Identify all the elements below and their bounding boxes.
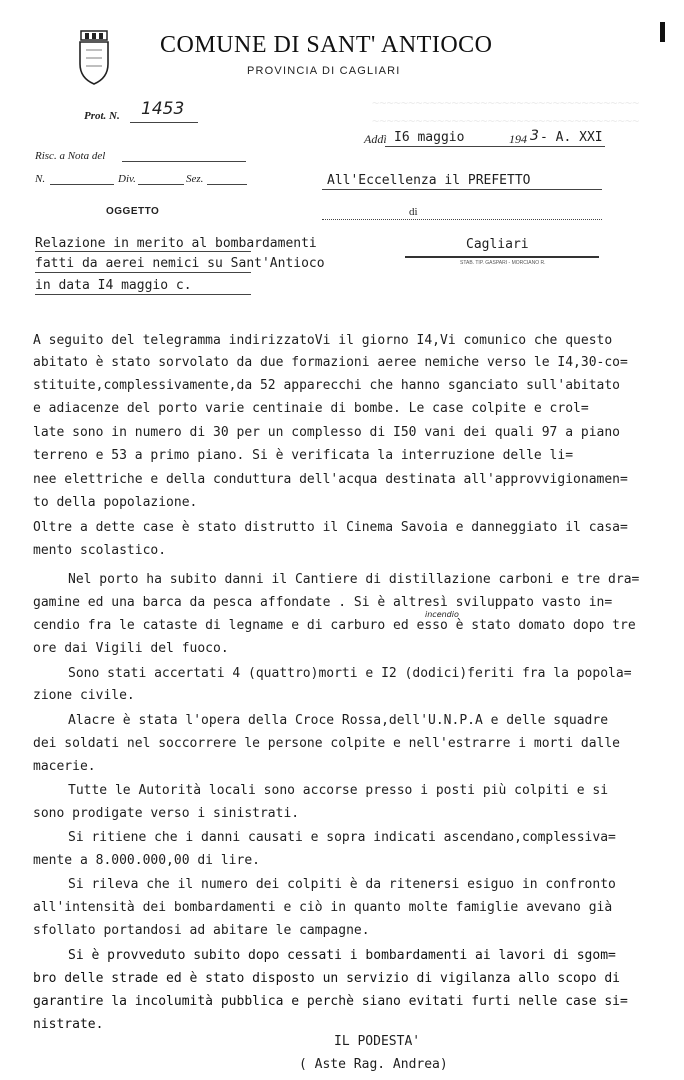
body-line: late sono in numero di 30 per un complesso di I50 vani dei quali 97 a piano xyxy=(33,425,620,440)
body-line: abitato è stato sorvolato da due formazioni aeree nemiche verso le I4,30-co= xyxy=(33,355,628,370)
show-through-text: ~~~~~~~~~~~~~~~~~~~~~~~~~~~~~~~~~~~~~ xyxy=(372,96,640,110)
body-line: nistrate. xyxy=(33,1017,104,1032)
body-line: Tutte le Autorità locali sono accorse presso i posti più colpiti e si xyxy=(68,783,609,798)
body-line: stituite,complessivamente,da 52 apparecchi che hanno sganciato sull'abitato xyxy=(33,378,620,393)
prot-line xyxy=(130,122,198,123)
prot-label: Prot. N. xyxy=(84,110,120,122)
subject-line-1: Relazione in merito al bombardamenti xyxy=(35,236,317,251)
body-line: Nel porto ha subito danni il Cantiere di distillazione carboni e tre dra= xyxy=(68,572,640,587)
oggetto-label: OGGETTO xyxy=(106,206,160,217)
body-line: e adiacenze del porto varie centinaie di bombe. Le case colpite e crol= xyxy=(33,401,589,416)
interlinear-correction: incendio xyxy=(425,610,459,619)
city-underline xyxy=(405,256,599,258)
body-line: macerie. xyxy=(33,759,96,774)
signature-title: IL PODESTA' xyxy=(334,1034,421,1049)
subject-underline-1 xyxy=(35,251,251,252)
sez-label: Sez. xyxy=(186,173,204,185)
body-line: Oltre a dette case è stato distrutto il Cinema Savoia e danneggiato il casa= xyxy=(33,520,628,535)
risc-label: Risc. a Nota del xyxy=(35,150,106,162)
date-prefix: Addì xyxy=(364,132,387,146)
signature-name: ( Aste Rag. Andrea) xyxy=(299,1057,448,1072)
sez-line xyxy=(207,184,247,185)
body-line: Sono stati accertati 4 (quattro)morti e I2 (dodici)feriti fra la popola= xyxy=(68,666,632,681)
body-line: mento scolastico. xyxy=(33,543,167,558)
n-label: N. xyxy=(35,173,46,185)
coat-of-arms-icon xyxy=(77,30,111,86)
date-text: I6 maggio xyxy=(394,130,465,145)
body-line: mente a 8.000.000,00 di lire. xyxy=(33,853,260,868)
printer-caption: STAB. TIP. GASPARI - MORCIANO R. xyxy=(460,260,546,266)
body-line: cendio fra le cataste di legname e di carburo ed esso è stato domato dopo tre xyxy=(33,618,636,633)
body-line: Alacre è stata l'opera della Croce Rossa,dell'U.N.P.A e delle squadre xyxy=(68,713,609,728)
subject-underline-3 xyxy=(35,294,251,295)
letterhead-subtitle: PROVINCIA DI CAGLIARI xyxy=(247,65,401,77)
body-line: nee elettriche e della conduttura dell'acqua destinata all'approvvigionamen= xyxy=(33,472,628,487)
body-line: all'intensità dei bombardamenti e ciò in quanto molte famiglie avevano già xyxy=(33,900,613,915)
scan-edge-mark xyxy=(660,22,665,42)
body-line: to della popolazione. xyxy=(33,495,198,510)
subject-line-3: in data I4 maggio c. xyxy=(35,278,192,293)
body-line: gamine ed una barca da pesca affondate . Si è altresì sviluppato vasto in= xyxy=(33,595,613,610)
di-underline xyxy=(322,219,602,220)
body-line: zione civile. xyxy=(33,688,135,703)
recipient-city: Cagliari xyxy=(466,237,529,252)
body-line: A seguito del telegramma indirizzatoVi il giorno I4,Vi comunico che questo xyxy=(33,333,613,348)
body-line: Si rileva che il numero dei colpiti è da ritenersi esiguo in confronto xyxy=(68,877,616,892)
recipient-di: di xyxy=(409,206,418,218)
div-line xyxy=(138,184,184,185)
show-through-text: ~~~~~~~~~~~~~~~~~~~~~~~~~~~~~~~~~~~~~ xyxy=(372,114,640,128)
letterhead-title: COMUNE DI SANT' ANTIOCO xyxy=(160,32,493,58)
subject-line-2: fatti da aerei nemici su Sant'Antioco xyxy=(35,256,325,271)
year-prefix: 194 xyxy=(509,132,527,146)
body-line: ore dai Vigili del fuoco. xyxy=(33,641,229,656)
body-line: Si è provveduto subito dopo cessati i bombardamenti ai lavori di sgom= xyxy=(68,948,616,963)
year-written: 3 xyxy=(530,128,539,144)
body-line: sfollato portandosi ad abitare le campagne. xyxy=(33,923,370,938)
body-line: Si ritiene che i danni causati e sopra indicati ascendano,complessiva= xyxy=(68,830,616,845)
body-line: sono prodigate verso i sinistrati. xyxy=(33,806,300,821)
prot-number: 1453 xyxy=(141,99,185,119)
risc-line xyxy=(122,161,246,162)
body-line: bro delle strade ed è stato disposto un servizio di vigilanza allo scopo di xyxy=(33,971,620,986)
body-line: garantire la incolumità pubblica e perchè siano evitati furti nelle case si= xyxy=(33,994,628,1009)
recipient-underline xyxy=(322,189,602,190)
body-line: dei soldati nel soccorrere le persone colpite e nell'estrarre i morti dalle xyxy=(33,736,620,751)
div-label: Div. xyxy=(118,173,136,185)
subject-underline-2 xyxy=(35,272,251,273)
n-line xyxy=(50,184,114,185)
body-line: terreno e 53 a primo piano. Si è verificata la interruzione delle li= xyxy=(33,448,574,463)
date-line xyxy=(385,146,605,147)
recipient-line: All'Eccellenza il PREFETTO xyxy=(327,173,531,188)
era-text: - A. XXI xyxy=(540,130,603,145)
